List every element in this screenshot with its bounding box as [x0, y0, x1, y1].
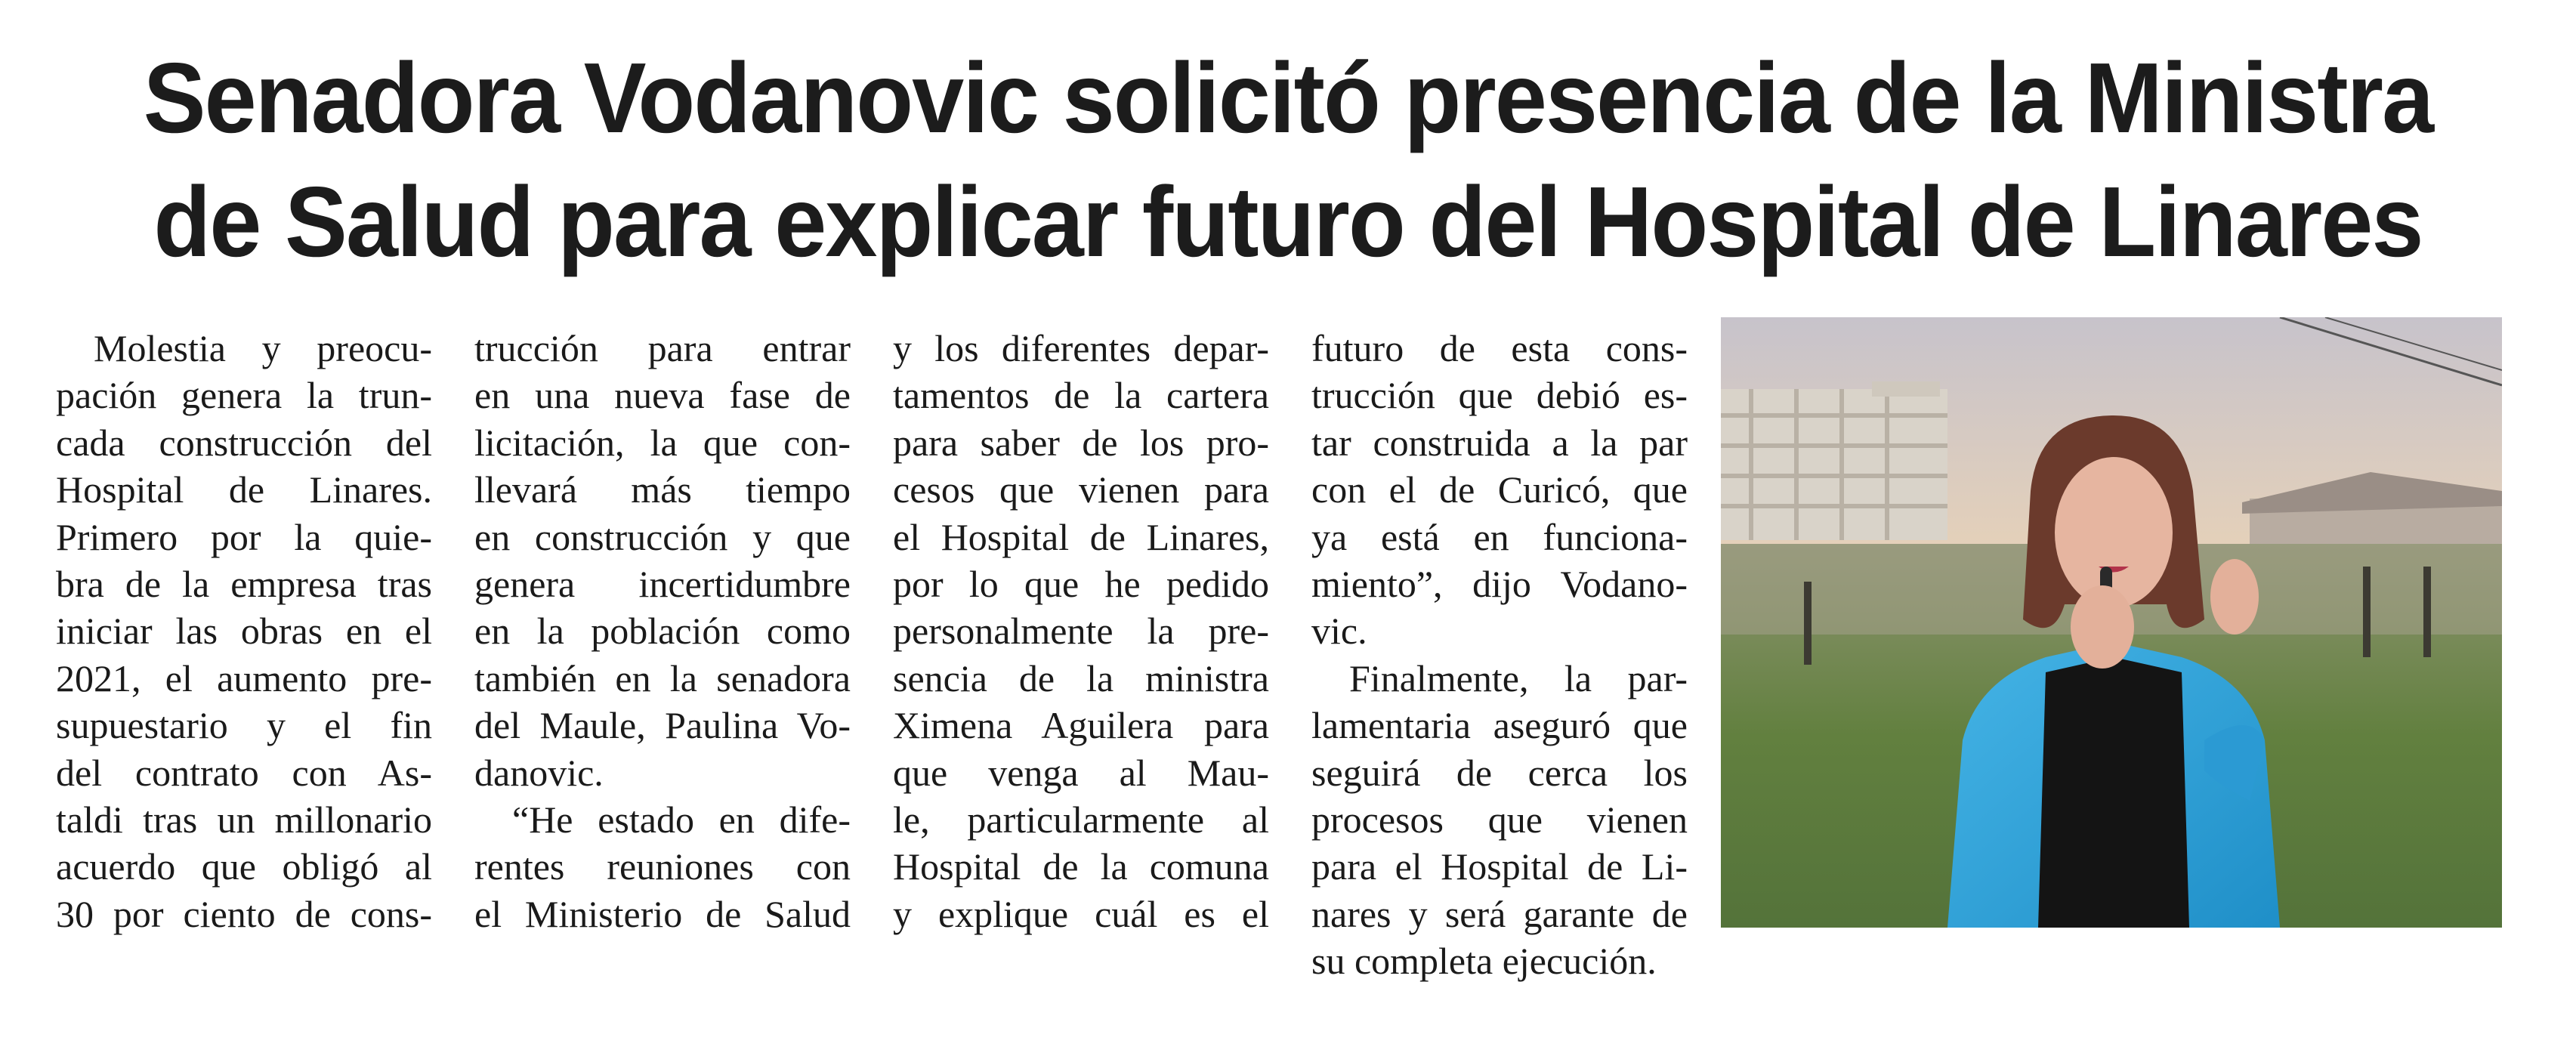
text-line: seguirá de cerca los [1311, 751, 1688, 794]
text-line: Hospital de Linares. [56, 468, 432, 511]
text-line: y explique cuál es el [893, 892, 1269, 935]
text-line: el Ministerio de Salud [474, 892, 851, 935]
text-line: procesos que vienen [1311, 798, 1688, 841]
text-line: genera incertidumbre [474, 563, 851, 606]
text-line: y los diferentes depar- [893, 327, 1269, 369]
text-line: del Maule, Paulina Vo- [474, 704, 851, 747]
text-line: acuerdo que obligó al [56, 845, 432, 888]
article-column-2 [474, 325, 851, 937]
text-line: iniciar las obras en el [56, 610, 432, 653]
text-line: Ximena Aguilera para [893, 704, 1269, 747]
text-line: tar construida a la par [1311, 421, 1688, 464]
text-line: futuro de esta cons- [1311, 327, 1688, 369]
text-line: lamentaria aseguró que [1311, 704, 1688, 747]
text-line: cesos que vienen para [893, 468, 1269, 511]
article-photo [1721, 317, 2502, 928]
text-line: nares y será garante de [1311, 892, 1688, 935]
text-line: cada construcción del [56, 421, 432, 464]
text-line: para el Hospital de Li- [1311, 845, 1688, 888]
text-line: por lo que he pedido [893, 563, 1269, 606]
headline-line-1: Senadora Vodanovic solicitó presencia de la Ministra [143, 42, 2433, 153]
text-line: “He estado en dife- [512, 798, 851, 841]
text-line: danovic. [474, 751, 604, 794]
text-line: en construcción y que [474, 515, 851, 558]
text-line: con el de Curicó, que [1311, 468, 1688, 511]
text-line: pación genera la trun- [56, 374, 432, 417]
text-line: del contrato con As- [56, 751, 432, 794]
text-line: miento”, dijo Vodano- [1311, 563, 1688, 606]
article-column-3 [893, 325, 1269, 937]
text-line: trucción para entrar [474, 327, 851, 369]
text-line: supuestario y el fin [56, 704, 432, 747]
text-line: Hospital de la comuna [893, 845, 1269, 888]
article-column-1 [56, 325, 432, 937]
text-line: en una nueva fase de [474, 374, 851, 417]
text-line: en la población como [474, 610, 851, 653]
text-line: bra de la empresa tras [56, 563, 432, 606]
text-line: le, particularmente al [893, 798, 1269, 841]
text-line: ya está en funciona- [1311, 515, 1688, 558]
text-line: el Hospital de Linares, [893, 515, 1269, 558]
text-line: tamentos de la cartera [893, 374, 1269, 417]
text-line: su completa ejecución. [1311, 940, 1657, 983]
headline [120, 36, 2457, 284]
headline-line-2: de Salud para explicar futuro del Hospital de Linares [153, 166, 2423, 277]
text-line: para saber de los pro- [893, 421, 1269, 464]
text-line: 2021, el aumento pre- [56, 656, 432, 699]
text-line: 30 por ciento de cons- [56, 892, 432, 935]
text-line: también en la senadora [474, 656, 851, 699]
text-line: llevará más tiempo [474, 468, 851, 511]
text-line: sencia de la ministra [893, 656, 1269, 699]
text-line: Finalmente, la par- [1349, 656, 1688, 699]
person-photo-icon [1721, 317, 2502, 928]
text-line: Molestia y preocu- [94, 327, 432, 369]
text-line: taldi tras un millonario [56, 798, 432, 841]
text-line: rentes reuniones con [474, 845, 851, 888]
text-line: trucción que debió es- [1311, 374, 1688, 417]
text-line: que venga al Mau- [893, 751, 1269, 794]
text-line: Primero por la quie- [56, 515, 432, 558]
article-column-4 [1311, 325, 1688, 985]
text-line: personalmente la pre- [893, 610, 1269, 653]
text-line: licitación, la que con- [474, 421, 851, 464]
text-line: vic. [1311, 610, 1367, 653]
